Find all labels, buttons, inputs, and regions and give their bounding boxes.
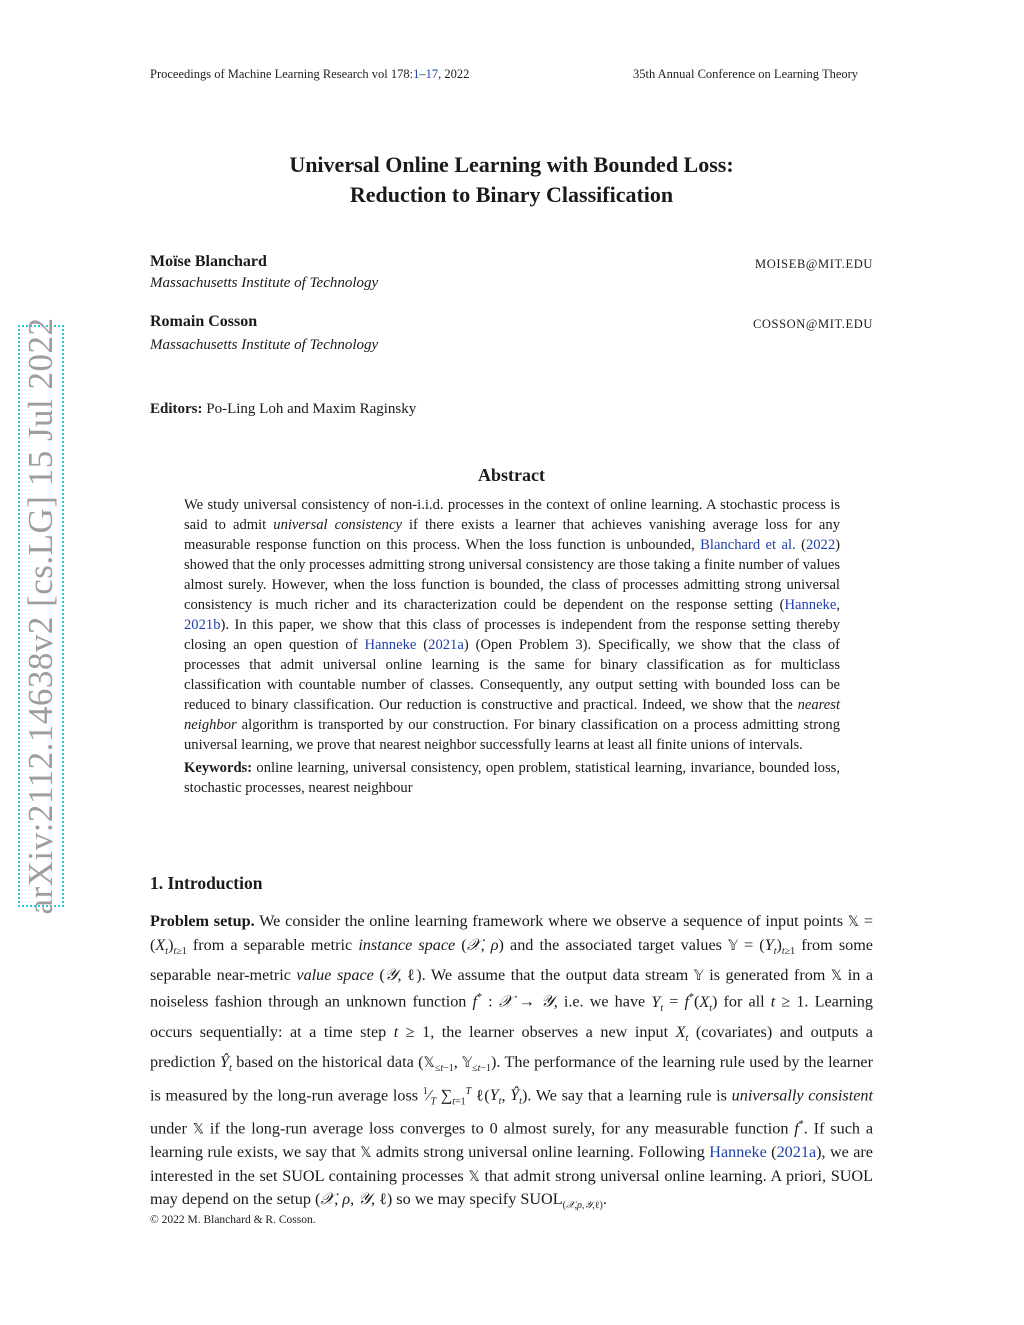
title-line-1: Universal Online Learning with Bounded Loss: bbox=[289, 152, 734, 177]
keywords-label: Keywords: bbox=[184, 760, 253, 776]
section-heading-introduction: 1. Introduction bbox=[150, 873, 263, 893]
cite-hanneke-2021a-year[interactable]: 2021a bbox=[428, 637, 464, 653]
cite-hanneke-intro[interactable]: Hanneke bbox=[709, 1142, 767, 1161]
running-header-right: 35th Annual Conference on Learning Theory bbox=[633, 67, 859, 81]
keywords: Keywords: online learning, universal consistency, open problem, statistical learning, invariance, bounded loss, stochastic processes, nearest neighbour bbox=[184, 760, 840, 796]
first-page-link[interactable]: 1 bbox=[413, 67, 420, 81]
cite-hanneke-intro-year[interactable]: 2021a bbox=[776, 1142, 817, 1161]
author-affiliation-2: Massachusetts Institute of Technology bbox=[150, 337, 379, 353]
editors-names: Po-Ling Loh and Maxim Raginsky bbox=[206, 401, 417, 417]
cite-hanneke-2021a[interactable]: Hanneke bbox=[364, 637, 417, 653]
author-name-1: Moïse Blanchard bbox=[150, 253, 267, 270]
copyright-notice: © 2022 M. Blanchard & R. Cosson. bbox=[150, 1214, 316, 1226]
editors-line bbox=[150, 401, 416, 418]
author-email-1[interactable]: MOISEB@MIT.EDU bbox=[755, 257, 873, 271]
author-email-2[interactable]: COSSON@MIT.EDU bbox=[752, 317, 873, 331]
abstract-heading: Abstract bbox=[478, 465, 545, 485]
running-header-left: Proceedings of Machine Learning Research vol 178:1–17, 2022 bbox=[150, 67, 470, 81]
author-name-2: Romain Cosson bbox=[150, 313, 258, 330]
paper-title bbox=[150, 150, 873, 210]
intro-paragraph: Problem setup. We consider the online learning framework where we observe a sequence of input points 𝕏 = $(X_t)_{t\ge 1}$ from a separable metric instance space (𝒳, ρ) and the associated target values 𝕐 = $(Y_t)_{t\ge 1}$ from some separable near-metric value space (𝒴, ℓ). We assume that the output data stream 𝕐 is generated from 𝕏 in a noiseless fashion through an unknown function f* : 𝒳 → 𝒴, i.e. we have $Y_t = f^*(X_t)$ for all t ≥ 1. Learning occurs sequentially: at a time step t ≥ 1, the learner observes a new input $X_t$ (covariates) and outputs a prediction $Ŷ_t$ based on the historical data (𝕏$_{\le t-1}$, 𝕐$_{\le t-1}$). The performance of the learning rule used by the learner is measured by the long-run average loss $^1⁄_T$ $\sum_{t=1}^T$ $\ell(Y_t$, $Ŷ_t$). We say that a learning rule is universally consistent under 𝕏 if the long-run average loss converges to 0 almost surely, for any measurable function f*. If such a learning rule exists, we say that 𝕏 admits strong universal online learning. Following Hanneke (2021a), we are interested in the set SUOL containing processes 𝕏 that admit strong universal online learning. A priori, SUOL may depend on the setup (𝒳, ρ, 𝒴, ℓ) so we may specify $SUOL_{(𝒳,\rho,𝒴,\ell)}$. bbox=[150, 912, 874, 1212]
editors-label: Editors: bbox=[150, 401, 203, 417]
arxiv-stamp: arXiv:2112.14638v2 [cs.LG] 15 Jul 2022 bbox=[21, 317, 60, 915]
abstract-body bbox=[184, 495, 840, 801]
author-affiliation-1: Massachusetts Institute of Technology bbox=[150, 275, 379, 291]
paragraph-lead: Problem setup. bbox=[150, 912, 255, 930]
cite-blanchard-year[interactable]: 2022 bbox=[805, 537, 836, 553]
cite-hanneke-2021b[interactable]: Hanneke bbox=[784, 597, 837, 613]
abstract-text: We study universal consistency of non-i.i.d. processes in the context of online learning. A stochastic process is said to admit universal consistency if there exists a learner that achieves vanishing average loss for any measurable response function on this process. When the loss function is unbounded, Blanchard et al. (2022) showed that the only processes admitting strong universal consistency are those taking a finite number of values almost surely. However, when the loss function is bounded, the class of processes admitting strong universal consistency is much richer and its characterization could be dependent on the response setting (Hanneke, 2021b). In this paper, we show that this class of processes is independent from the response setting thereby closing an open question of Hanneke (2021a) (Open Problem 3). Specifically, we show that the class of processes that admit universal online learning is the same for binary classification as for multiclass classification with countable number of classes. Consequently, any output setting with bounded loss can be reduced to binary classification. Our reduction is constructive and practical. Indeed, we show that the nearest neighbor algorithm is transported by our construction. For binary classification on a process admitting strong universal learning, we prove that nearest neighbor successfully learns at least all finite unions of intervals. bbox=[184, 497, 841, 753]
cite-hanneke-2021b-year[interactable]: 2021b bbox=[184, 617, 221, 633]
arxiv-stamp-box[interactable] bbox=[18, 317, 64, 915]
last-page-link[interactable]: 17 bbox=[425, 67, 439, 81]
title-line-2: Reduction to Binary Classification bbox=[349, 182, 674, 207]
cite-blanchard[interactable]: Blanchard et al. bbox=[700, 537, 796, 553]
